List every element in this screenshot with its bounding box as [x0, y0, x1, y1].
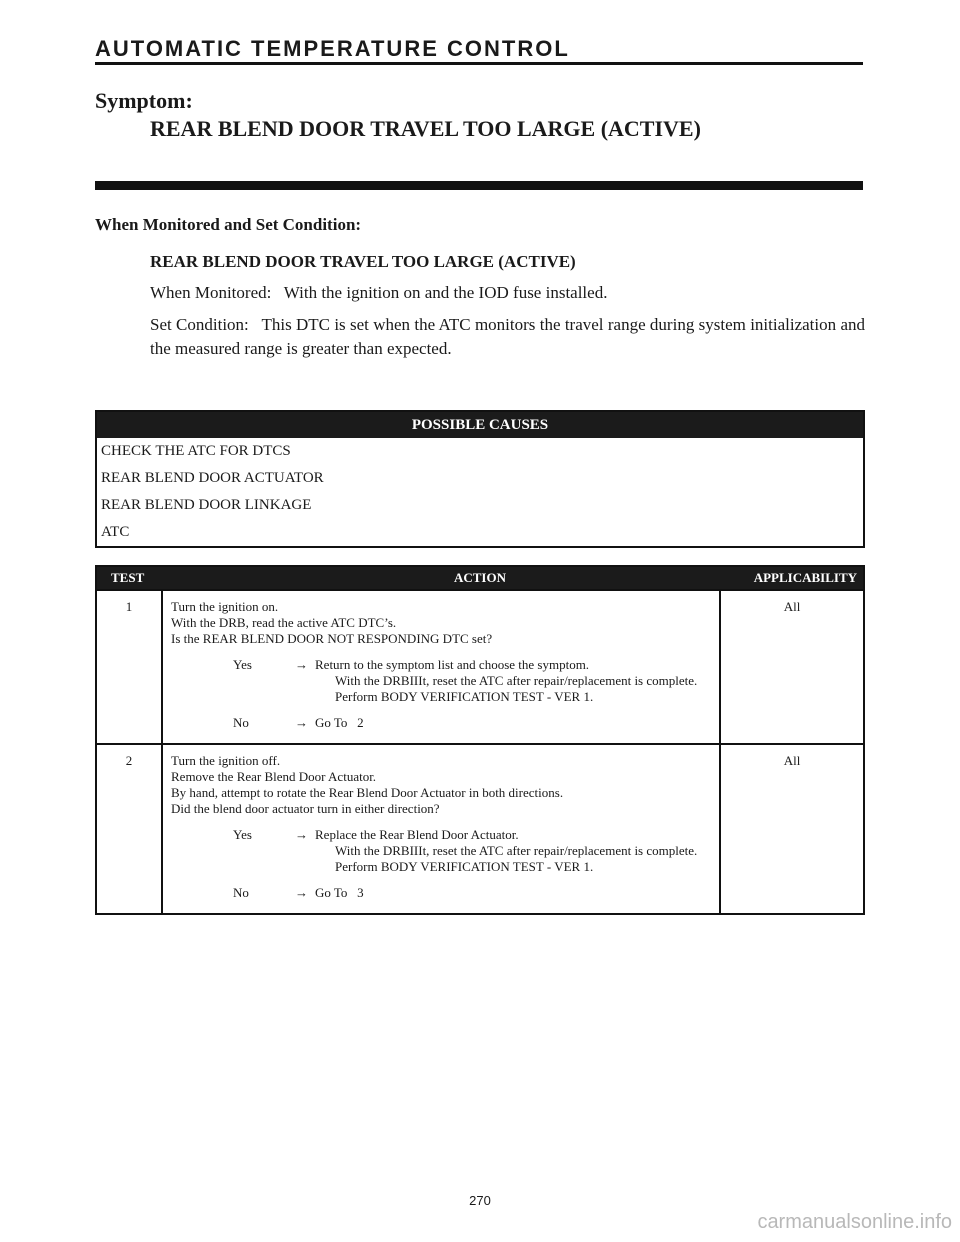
cause-item: CHECK THE ATC FOR DTCS [101, 443, 291, 459]
conditions-title: REAR BLEND DOOR TRAVEL TOO LARGE (ACTIVE) [150, 252, 576, 271]
no-label: No [233, 715, 249, 730]
tests-header-row [97, 567, 863, 589]
yes-sub-text: Perform BODY VERIFICATION TEST - VER 1. [335, 689, 594, 704]
test-step: With the DRB, read the active ATC DTC’s. [171, 615, 397, 630]
yes-branch [171, 827, 713, 875]
test-row [97, 743, 863, 913]
test-number: 2 [97, 745, 163, 913]
yes-label: Yes [233, 827, 252, 842]
test-applicability: All [783, 753, 801, 768]
test-applicability: All [783, 599, 801, 614]
possible-causes-table [95, 410, 865, 548]
test-step: Did the blend door actuator turn in either direction? [171, 801, 440, 816]
cause-item: REAR BLEND DOOR ACTUATOR [101, 470, 324, 486]
possible-causes-heading: POSSIBLE CAUSES [97, 412, 863, 438]
no-text: Go To 3 [315, 885, 364, 900]
arrow-icon: → [295, 885, 308, 900]
header-test: TEST [111, 570, 145, 585]
section-title: AUTOMATIC TEMPERATURE CONTROL [95, 36, 570, 61]
cause-item: REAR BLEND DOOR LINKAGE [101, 497, 312, 513]
diagnostic-tests-table [95, 565, 865, 915]
heavy-divider [95, 181, 863, 190]
yes-instructions [315, 657, 713, 705]
no-label: No [233, 885, 249, 900]
test-step: By hand, attempt to rotate the Rear Blend Door Actuator in both directions. [171, 785, 564, 800]
yes-sub-text: With the DRBIIIt, reset the ATC after repair/replacement is complete. [335, 843, 698, 858]
conditions-heading: When Monitored and Set Condition: [95, 215, 362, 234]
test-step: Turn the ignition on. [171, 599, 279, 614]
yes-main-text: Return to the symptom list and choose the symptom. [315, 657, 590, 672]
test-number: 1 [97, 591, 163, 743]
test-step: Is the REAR BLEND DOOR NOT RESPONDING DTC set? [171, 631, 493, 646]
test-action [163, 745, 721, 913]
yes-branch [171, 657, 713, 705]
test-step: Remove the Rear Blend Door Actuator. [171, 769, 377, 784]
test-row [97, 589, 863, 743]
when-monitored-text: When Monitored: With the ignition on and the IOD fuse installed. [150, 283, 608, 302]
header-applicability: APPLICABILITY [753, 570, 857, 585]
yes-main-text: Replace the Rear Blend Door Actuator. [315, 827, 519, 842]
yes-sub-text: Perform BODY VERIFICATION TEST - VER 1. [335, 859, 594, 874]
arrow-icon: → [295, 657, 308, 672]
section-divider [95, 62, 863, 65]
watermark: carmanualsonline.info [757, 1211, 952, 1233]
arrow-icon: → [295, 827, 308, 842]
header-action: ACTION [453, 570, 506, 585]
test-step: Turn the ignition off. [171, 753, 281, 768]
yes-instructions [315, 827, 713, 875]
yes-sub-text: With the DRBIIIt, reset the ATC after repair/replacement is complete. [335, 673, 698, 688]
cause-item: ATC [101, 524, 130, 540]
no-branch [171, 885, 713, 901]
no-text: Go To 2 [315, 715, 364, 730]
test-action [163, 591, 721, 743]
no-branch [171, 715, 713, 731]
page-number: 270 [469, 1193, 491, 1208]
symptom-label: Symptom: [95, 88, 193, 113]
set-condition-text: Set Condition: This DTC is set when the ATC monitors the travel range during system initialization and the measured range is greater than expected. [150, 315, 870, 358]
yes-label: Yes [233, 657, 252, 672]
arrow-icon: → [295, 715, 308, 730]
symptom-title: REAR BLEND DOOR TRAVEL TOO LARGE (ACTIVE) [150, 116, 701, 141]
